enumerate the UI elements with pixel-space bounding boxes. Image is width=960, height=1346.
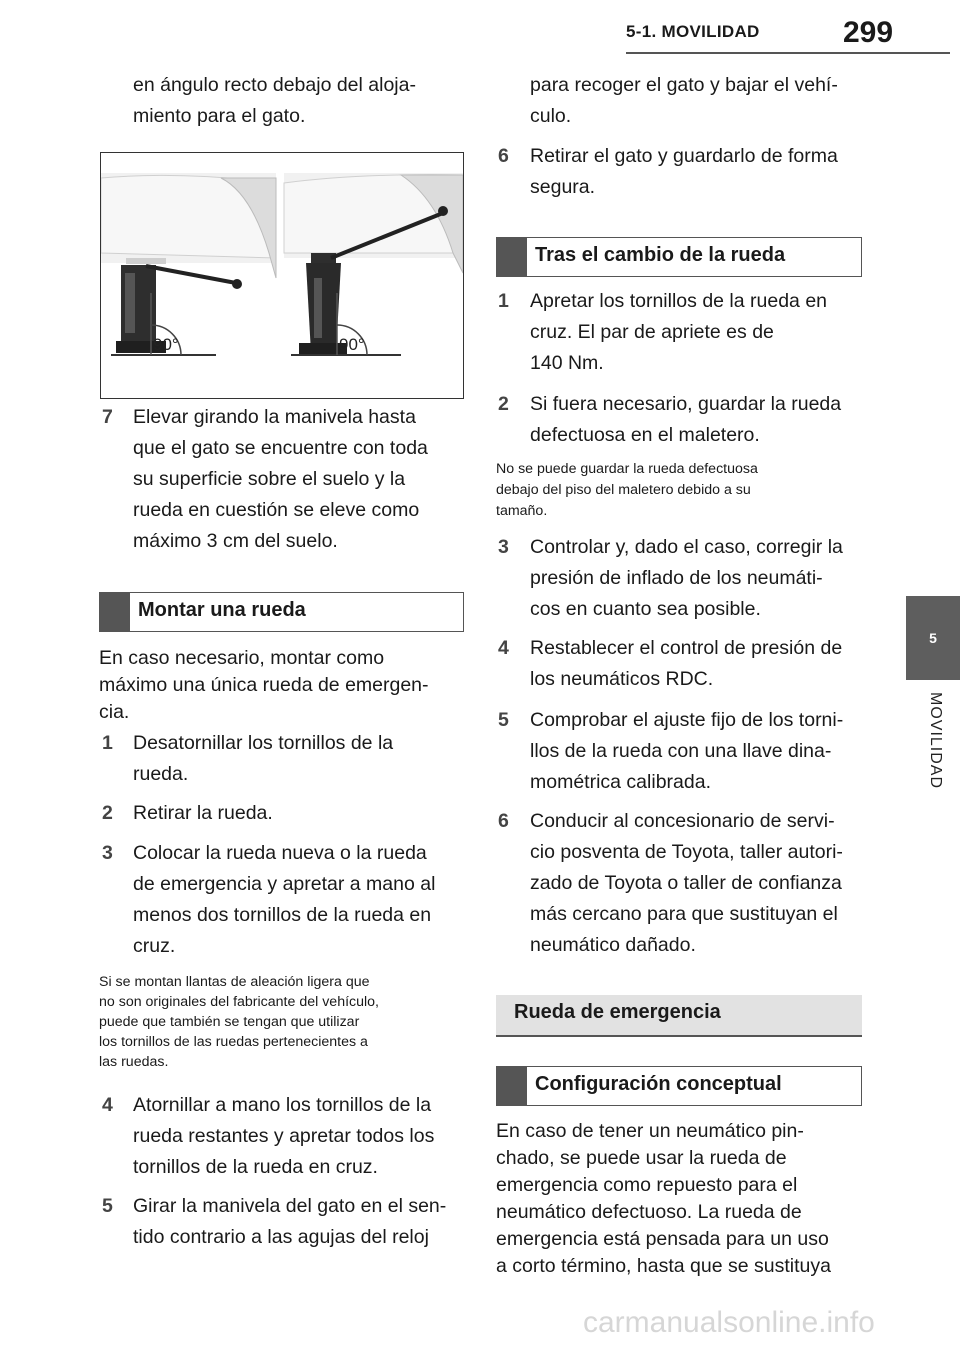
section-heading-bar bbox=[100, 593, 130, 631]
step-text: rueda restantes y apretar todos los bbox=[133, 1125, 435, 1147]
watermark: carmanualsonline.info bbox=[583, 1306, 875, 1339]
step-text: de emergencia y apretar a mano al bbox=[133, 873, 436, 895]
section-heading-bar bbox=[497, 1067, 527, 1105]
step-number: 1 bbox=[102, 732, 113, 754]
text-line: culo. bbox=[530, 105, 572, 127]
angle-label: 90° bbox=[153, 335, 179, 354]
section-title: Tras el cambio de la rueda bbox=[535, 244, 786, 266]
step-text: Retirar la rueda. bbox=[133, 802, 273, 824]
section-heading-box bbox=[496, 237, 862, 277]
step-text: Desatornillar los tornillos de la bbox=[133, 732, 394, 754]
note-line: los tornillos de las ruedas pertenecientes a bbox=[99, 1034, 368, 1050]
section-heading-bar bbox=[497, 238, 527, 276]
step-text: tornillos de la rueda en cruz. bbox=[133, 1156, 378, 1178]
step-text: Conducir al concesionario de servi- bbox=[530, 810, 835, 832]
step-text: más cercano para que sustituyan el bbox=[530, 903, 838, 925]
step-text: 140 Nm. bbox=[530, 352, 604, 374]
step-text: Si fuera necesario, guardar la rueda bbox=[530, 393, 842, 415]
step-text: su superficie sobre el suelo y la bbox=[133, 468, 406, 490]
step-text: que el gato se encuentre con toda bbox=[133, 437, 428, 459]
step-text: menos dos tornillos de la rueda en bbox=[133, 904, 432, 926]
step-number: 6 bbox=[498, 810, 509, 832]
paragraph-line: a corto término, hasta que se sustituya bbox=[496, 1255, 831, 1277]
section-title: Configuración conceptual bbox=[535, 1073, 782, 1095]
step-text: rueda. bbox=[133, 763, 189, 785]
note-line: No se puede guardar la rueda defectuosa bbox=[496, 461, 758, 477]
note-line: puede que también se tengan que utilizar bbox=[99, 1014, 360, 1030]
paragraph-line: chado, se puede usar la rueda de bbox=[496, 1147, 787, 1169]
step-number: 3 bbox=[102, 842, 113, 864]
step-text: tido contrario a las agujas del reloj bbox=[133, 1226, 429, 1248]
text-line: para recoger el gato y bajar el vehí- bbox=[530, 74, 838, 96]
step-text: cruz. bbox=[133, 935, 176, 957]
step-text: zado de Toyota o taller de confianza bbox=[530, 872, 842, 894]
step-text: Elevar girando la manivela hasta bbox=[133, 406, 416, 428]
note-line: no son originales del fabricante del vehículo, bbox=[99, 994, 379, 1010]
step-number: 2 bbox=[102, 802, 113, 824]
step-text: llos de la rueda con una llave dina- bbox=[530, 740, 832, 762]
step-number: 4 bbox=[102, 1094, 113, 1116]
chapter-side-label: MOVILIDAD bbox=[927, 692, 944, 790]
step-text: cruz. El par de apriete es de bbox=[530, 321, 774, 343]
paragraph-line: En caso de tener un neumático pin- bbox=[496, 1120, 804, 1142]
step-number: 6 bbox=[498, 145, 509, 167]
chapter-title: Rueda de emergencia bbox=[514, 1001, 721, 1023]
section-header: 5-1. MOVILIDAD bbox=[626, 22, 760, 41]
step-text: Colocar la rueda nueva o la rueda bbox=[133, 842, 427, 864]
step-number: 5 bbox=[498, 709, 509, 731]
paragraph-line: cia. bbox=[99, 701, 130, 723]
step-text: defectuosa en el maletero. bbox=[530, 424, 760, 446]
step-text: los neumáticos RDC. bbox=[530, 668, 714, 690]
angle-label: 90° bbox=[339, 335, 365, 354]
step-text: Retirar el gato y guardarlo de forma bbox=[530, 145, 838, 167]
step-number: 2 bbox=[498, 393, 509, 415]
step-text: cos en cuanto sea posible. bbox=[530, 598, 761, 620]
step-text: presión de inflado de los neumáti- bbox=[530, 567, 823, 589]
jack-illustration bbox=[101, 153, 463, 398]
paragraph-line: emergencia está pensada para un uso bbox=[496, 1228, 829, 1250]
paragraph-line: En caso necesario, montar como bbox=[99, 647, 385, 669]
jack-figure bbox=[100, 152, 464, 399]
text-line: en ángulo recto debajo del aloja- bbox=[133, 74, 416, 96]
section-heading-box bbox=[496, 1066, 862, 1106]
step-number: 5 bbox=[102, 1195, 113, 1217]
note-line: las ruedas. bbox=[99, 1054, 169, 1070]
step-text: mométrica calibrada. bbox=[530, 771, 711, 793]
header-rule bbox=[626, 52, 950, 54]
step-number: 4 bbox=[498, 637, 509, 659]
step-text: Atornillar a mano los tornillos de la bbox=[133, 1094, 432, 1116]
step-text: Girar la manivela del gato en el sen- bbox=[133, 1195, 447, 1217]
paragraph-line: neumático defectuoso. La rueda de bbox=[496, 1201, 802, 1223]
step-text: neumático dañado. bbox=[530, 934, 696, 956]
step-text: Controlar y, dado el caso, corregir la bbox=[530, 536, 843, 558]
section-title: Montar una rueda bbox=[138, 599, 306, 621]
page-number: 299 bbox=[843, 16, 894, 49]
step-number: 3 bbox=[498, 536, 509, 558]
note-line: tamaño. bbox=[496, 503, 548, 519]
paragraph-line: emergencia como repuesto para el bbox=[496, 1174, 798, 1196]
step-text: Comprobar el ajuste fijo de los torni- bbox=[530, 709, 844, 731]
text-line: miento para el gato. bbox=[133, 105, 306, 127]
step-text: rueda en cuestión se eleve como bbox=[133, 499, 420, 521]
step-number: 1 bbox=[498, 290, 509, 312]
note-line: debajo del piso del maletero debido a su bbox=[496, 482, 751, 498]
chapter-tab[interactable]: 5 bbox=[906, 596, 960, 680]
step-text: segura. bbox=[530, 176, 596, 198]
note-line: Si se montan llantas de aleación ligera que bbox=[99, 974, 370, 990]
step-text: Restablecer el control de presión de bbox=[530, 637, 843, 659]
step-number: 7 bbox=[102, 406, 113, 428]
step-text: cio posventa de Toyota, taller autori- bbox=[530, 841, 843, 863]
step-text: máximo 3 cm del suelo. bbox=[133, 530, 338, 552]
section-heading-box bbox=[99, 592, 464, 632]
paragraph-line: máximo una única rueda de emergen- bbox=[99, 674, 429, 696]
step-text: Apretar los tornillos de la rueda en bbox=[530, 290, 828, 312]
chapter-heading bbox=[496, 995, 862, 1037]
